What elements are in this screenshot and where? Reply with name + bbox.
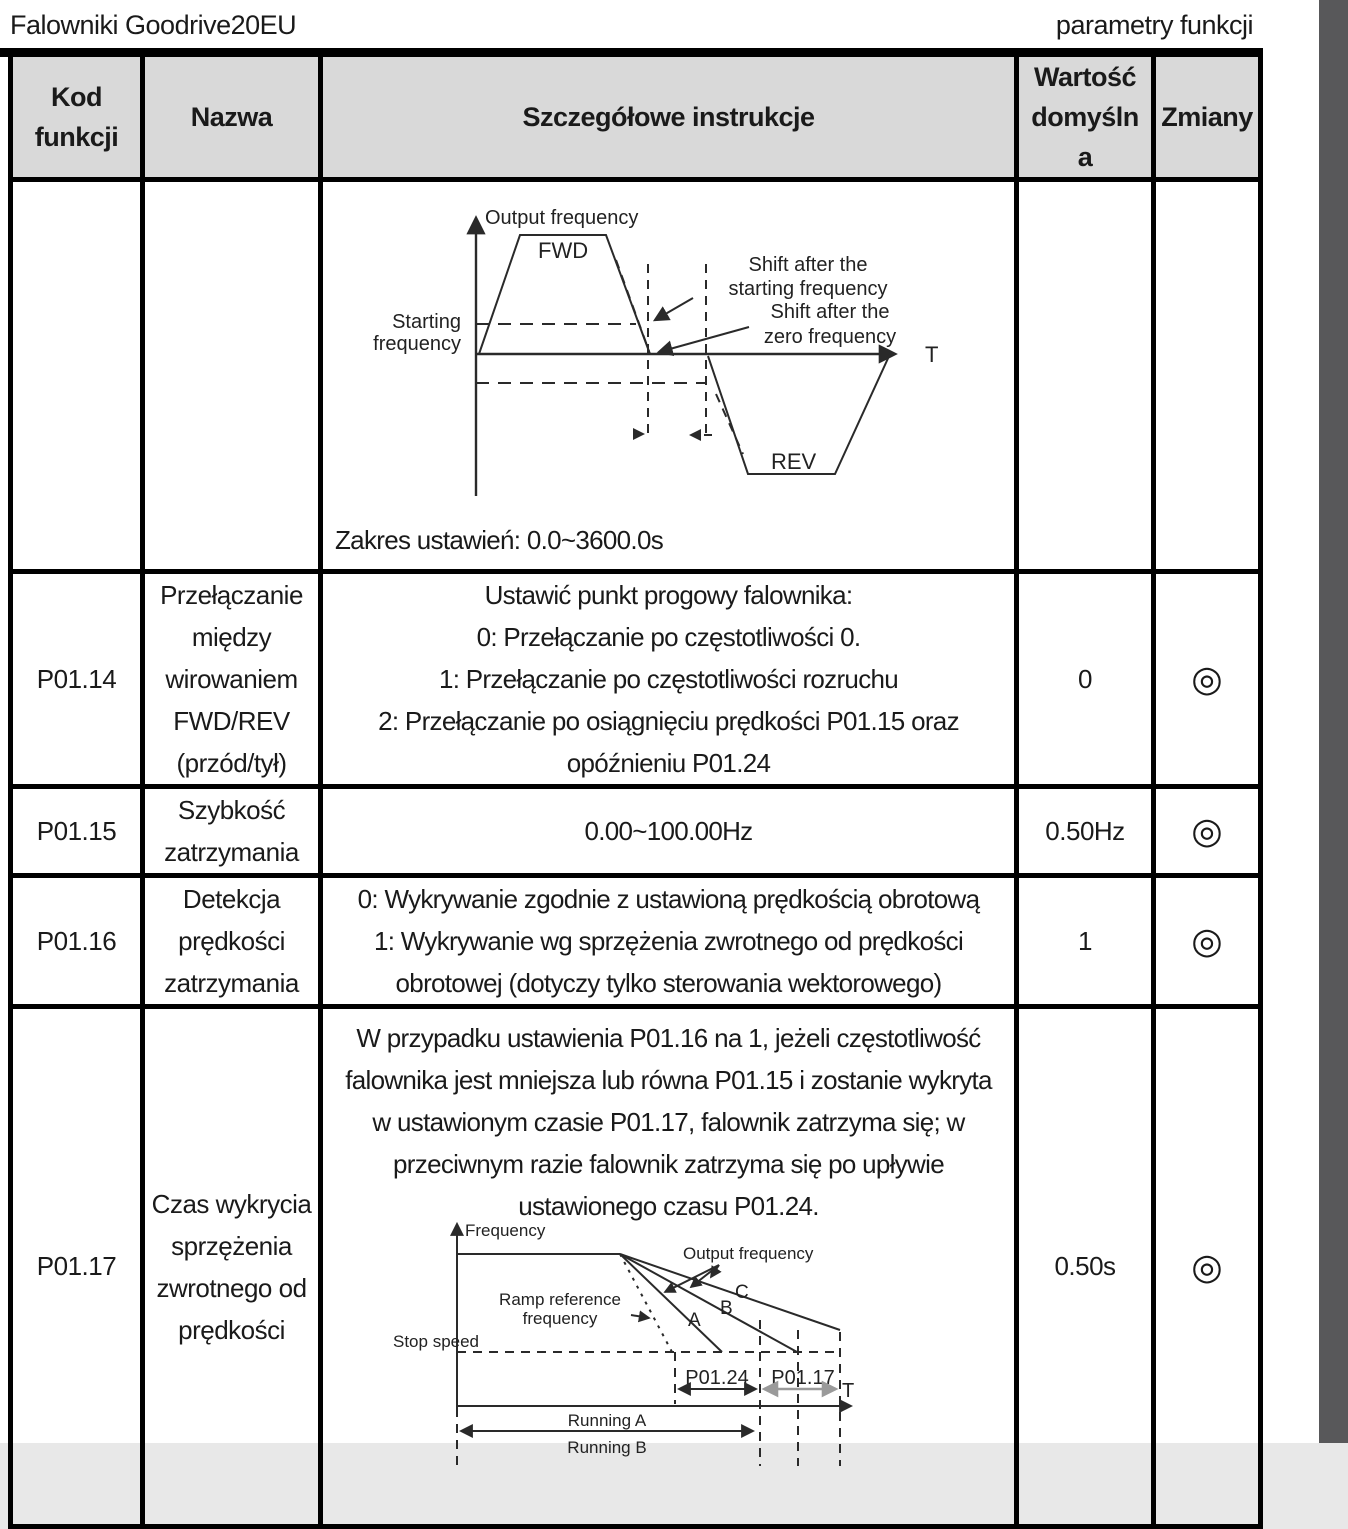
instruction-line: przeciwnym razie falownik zatrzyma się po upływie bbox=[393, 1149, 944, 1179]
d1-label-starting-2: frequency bbox=[373, 333, 461, 355]
instruction-line: falownika jest mniejsza lub równa P01.15 i zostanie wykryta bbox=[345, 1065, 992, 1095]
d2-label-t: T bbox=[842, 1380, 855, 1402]
parameter-table bbox=[8, 48, 1263, 1529]
col-header-zmiany: Zmiany bbox=[1154, 53, 1261, 180]
d2-label-ramp-1: Ramp reference bbox=[499, 1290, 621, 1309]
d1-label-shift-zero-1: Shift after the bbox=[770, 301, 890, 323]
cell-default: 1 bbox=[1017, 876, 1154, 1007]
instruction-line: ustawionego czasu P01.24. bbox=[518, 1191, 819, 1221]
d2-label-c: C bbox=[735, 1282, 749, 1303]
table-row bbox=[11, 787, 1261, 876]
instruction-line: 0: Wykrywanie zgodnie z ustawioną prędkością obrotową bbox=[357, 884, 980, 914]
d1-label-shift-start-2: starting frequency bbox=[728, 278, 888, 300]
instruction-line: w ustawionym czasie P01.17, falownik zatrzyma się; w bbox=[372, 1107, 965, 1137]
cell-code: P01.14 bbox=[11, 572, 143, 787]
cell-default bbox=[1017, 180, 1154, 572]
d1-label-fwd: FWD bbox=[538, 238, 589, 263]
cell-instructions bbox=[321, 180, 1017, 572]
instruction-line: Ustawić punkt progowy falownika: bbox=[484, 580, 853, 610]
d1-label-y-axis: Output frequency bbox=[485, 207, 639, 229]
cell-name: Przełączanie między wirowaniem FWD/REV (przód/tył) bbox=[143, 572, 321, 787]
instruction-line: obrotowej (dotyczy tylko sterowania wektorowego) bbox=[395, 968, 942, 998]
page-header-right: parametry funkcji bbox=[1055, 10, 1253, 40]
d2-label-running-b: Running B bbox=[567, 1438, 647, 1457]
table-row bbox=[11, 572, 1261, 787]
d1-label-t: T bbox=[925, 342, 939, 367]
d2-label-output-frequency: Output frequency bbox=[683, 1244, 814, 1263]
d2-label-stop-speed: Stop speed bbox=[393, 1332, 480, 1351]
cell-default: 0 bbox=[1017, 572, 1154, 787]
col-header-kod-funkcji: Kod funkcji bbox=[11, 53, 143, 180]
cell-default: 0.50s bbox=[1017, 1007, 1154, 1527]
cell-code: P01.15 bbox=[11, 787, 143, 876]
instruction-line: 1: Wykrywanie wg sprzężenia zwrotnego od prędkości bbox=[373, 926, 964, 956]
cell-code: P01.16 bbox=[11, 876, 143, 1007]
instruction-line: W przypadku ustawienia P01.16 na 1, jeżeli częstotliwość bbox=[356, 1023, 981, 1053]
d1-label-shift-start-1: Shift after the bbox=[748, 254, 868, 276]
col-header-instrukcje: Szczegółowe instrukcje bbox=[321, 53, 1017, 180]
cell-modify bbox=[1154, 180, 1261, 572]
table-row bbox=[11, 876, 1261, 1007]
cell-default: 0.50Hz bbox=[1017, 787, 1154, 876]
cell-name: Szybkość zatrzymania bbox=[143, 787, 321, 876]
cell-instructions bbox=[321, 1007, 1017, 1527]
scan-edge-bar bbox=[1319, 0, 1348, 1443]
cell-instructions bbox=[321, 787, 1017, 876]
cell-name: Detekcja prędkości zatrzymania bbox=[143, 876, 321, 1007]
d2-label-b: B bbox=[720, 1298, 733, 1319]
instruction-line: 0.00~100.00Hz bbox=[584, 816, 753, 846]
fwd-rev-shift-diagram bbox=[333, 188, 973, 518]
setting-range-note: Zakres ustawień: 0.0~3600.0s bbox=[335, 525, 663, 555]
instruction-line: 1: Przełączanie po częstotliwości rozruchu bbox=[438, 664, 899, 694]
instruction-line: opóźnieniu P01.24 bbox=[566, 748, 771, 778]
table-row bbox=[11, 180, 1261, 572]
d1-label-shift-zero-2: zero frequency bbox=[763, 326, 897, 348]
instruction-line: 2: Przełączanie po osiągnięciu prędkości P01.15 oraz bbox=[378, 706, 959, 736]
d2-label-a: A bbox=[688, 1310, 701, 1331]
cell-name: Czas wykrycia sprzężenia zwrotnego od prędkości bbox=[143, 1007, 321, 1527]
stop-speed-detection-diagram bbox=[385, 1208, 870, 1468]
cell-instructions bbox=[321, 876, 1017, 1007]
cell-code bbox=[11, 180, 143, 572]
d2-label-ramp-2: frequency bbox=[522, 1309, 598, 1328]
col-header-wartosc-domyslna: Wartość domyślna bbox=[1017, 53, 1154, 180]
cell-name bbox=[143, 180, 321, 572]
table-row bbox=[11, 1007, 1261, 1527]
page-header-left: Falowniki Goodrive20EU bbox=[10, 10, 297, 40]
d2-label-span2: P01.17 bbox=[771, 1367, 835, 1389]
d2-label-y-axis: Frequency bbox=[465, 1221, 546, 1240]
cell-modify: ◎ bbox=[1154, 572, 1261, 787]
d2-label-span1: P01.24 bbox=[685, 1367, 749, 1389]
cell-modify: ◎ bbox=[1154, 876, 1261, 1007]
cell-modify: ◎ bbox=[1154, 787, 1261, 876]
instruction-line: 0: Przełączanie po częstotliwości 0. bbox=[476, 622, 861, 652]
col-header-nazwa: Nazwa bbox=[143, 53, 321, 180]
cell-instructions bbox=[321, 572, 1017, 787]
cell-code: P01.17 bbox=[11, 1007, 143, 1527]
d1-label-starting-1: Starting bbox=[392, 311, 461, 333]
d2-label-running-a: Running A bbox=[567, 1411, 647, 1430]
d1-label-rev: REV bbox=[771, 449, 817, 474]
cell-modify: ◎ bbox=[1154, 1007, 1261, 1527]
